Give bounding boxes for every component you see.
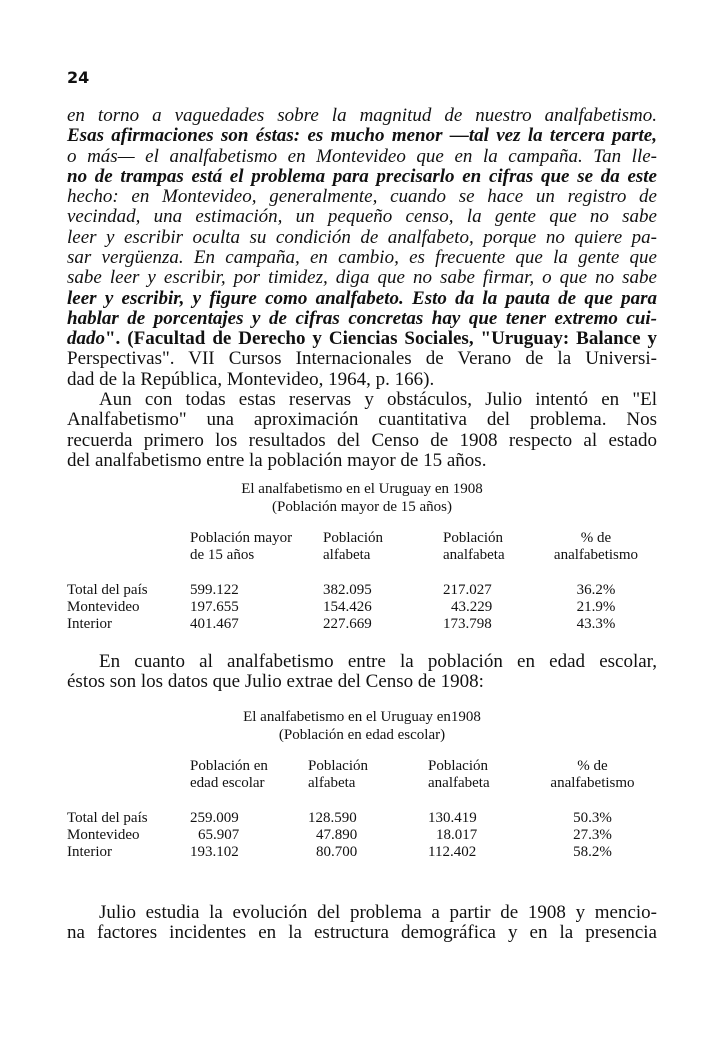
column-header: Población analfabeta <box>443 530 505 563</box>
column-header: Población analfabeta <box>428 758 490 791</box>
table-title-line: El analfabetismo en el Uruguay en1908 <box>243 709 481 725</box>
cell: 259.009 <box>190 810 239 826</box>
cell: 112.402 <box>428 844 477 860</box>
quote-line: vecindad, una estimación, un pequeño censo, la gente que no sabe <box>67 206 657 228</box>
table-row <box>67 616 657 633</box>
row-label: Montevideo <box>67 827 140 843</box>
paragraph-3 <box>67 652 657 693</box>
cell: 50.3% <box>573 810 612 826</box>
table-row <box>67 827 657 844</box>
text-line: En cuanto al analfabetismo entre la población en edad escolar, <box>99 651 657 672</box>
quote-line: o más— el analfabetismo en Montevideo que en la campaña. Tan lle- <box>67 145 657 167</box>
table-adult-illiteracy <box>67 480 657 633</box>
quote-line: leer y escribir oculta su condición de analfabeto, porque no quiere pa- <box>67 226 657 248</box>
cell: 36.2% <box>576 582 616 598</box>
text-line: del analfabetismo entre la población mayor de 15 años. <box>67 449 487 471</box>
cell: 382.095 <box>323 582 372 598</box>
citation-line: ". (Facultad de Derecho y Ciencias Sociales, "Uruguay: Balance y <box>105 328 657 349</box>
cell: 197.655 <box>190 599 239 615</box>
cell: 80.700 <box>316 844 358 860</box>
quote-paragraph <box>67 106 657 329</box>
data-table <box>67 758 657 861</box>
table-school-age-illiteracy <box>67 708 657 861</box>
table-header-row <box>67 758 657 810</box>
data-table <box>67 530 657 633</box>
column-header: Población en edad escolar <box>190 758 268 791</box>
cell: 173.798 <box>443 616 492 632</box>
cell: 43.229 <box>451 599 493 615</box>
row-label: Interior <box>67 844 112 860</box>
cell: 217.027 <box>443 582 492 598</box>
text-line: Analfabetismo" una aproximación cuantitativa del problema. Nos <box>67 409 657 431</box>
row-label: Interior <box>67 616 112 632</box>
cell: 65.907 <box>198 827 240 843</box>
citation-line: Perspectivas". VII Cursos Internacionales de Verano de la Universi- <box>67 348 657 370</box>
text-line: Julio estudia la evolución del problema a partir de 1908 y mencio- <box>99 902 657 923</box>
cell: 599.122 <box>190 582 239 598</box>
cell: 401.467 <box>190 616 239 632</box>
quote-line: hablar de porcentajes y de cifras concretas hay que tener extremo cui- <box>67 307 657 329</box>
table-header-row <box>67 530 657 582</box>
cell: 130.419 <box>428 810 477 826</box>
column-header: % de analfabetismo <box>553 530 639 563</box>
table-row <box>67 810 657 827</box>
row-label: Total del país <box>67 582 148 598</box>
table-subtitle: (Población en edad escolar) <box>278 727 446 743</box>
column-header: Población mayor de 15 años <box>190 530 293 563</box>
cell: 18.017 <box>436 827 478 843</box>
table-row <box>67 844 657 861</box>
quote-line: leer y escribir, y figure como analfabeto. Esto da la pauta de que para <box>67 287 657 309</box>
column-header: Población alfabeta <box>323 530 383 563</box>
row-label: Total del país <box>67 810 148 826</box>
quote-line: Esas afirmaciones son éstas: es mucho menor —tal vez la tercera parte, <box>67 125 657 147</box>
cell: 58.2% <box>573 844 612 860</box>
citation-line: dad de la República, Montevideo, 1964, p. 166). <box>67 368 435 390</box>
citation <box>67 329 657 390</box>
text-line: Aun con todas estas reservas y obstáculos, Julio intentó en "El <box>99 389 657 410</box>
cell: 27.3% <box>573 827 612 843</box>
text-line: recuerda primero los resultados del Censo de 1908 respecto al estado <box>67 429 657 451</box>
quote-end-word: dado <box>67 328 105 349</box>
cell: 128.590 <box>308 810 357 826</box>
paragraph-4 <box>67 903 657 944</box>
quote-line: sar vergüenza. En campaña, en cambio, es frecuente que la gente que <box>67 247 657 269</box>
quote-line: en torno a vaguedades sobre la magnitud de nuestro analfabetismo. <box>67 105 657 126</box>
table-title <box>67 480 657 516</box>
table-title <box>67 708 657 744</box>
cell: 43.3% <box>576 616 616 632</box>
paragraph-2 <box>67 390 657 471</box>
cell: 193.102 <box>190 844 239 860</box>
cell: 47.890 <box>316 827 358 843</box>
quote-line: sabe leer y escribir, por timidez, diga que no sabe firmar, o que no sabe <box>67 267 657 289</box>
cell: 21.9% <box>576 599 616 615</box>
text-line: na factores incidentes en la estructura demográfica y en la presencia <box>67 922 657 944</box>
column-header: % de analfabetismo <box>550 758 635 791</box>
text-line: éstos son los datos que Julio extrae del Censo de 1908: <box>67 671 484 693</box>
table-subtitle: (Población mayor de 15 años) <box>272 499 452 515</box>
page-number: 24 <box>67 68 90 87</box>
table-title-line: El analfabetismo en el Uruguay en 1908 <box>241 481 483 497</box>
row-label: Montevideo <box>67 599 140 615</box>
cell: 227.669 <box>323 616 372 632</box>
quote-line: no de trampas está el problema para precisarlo en cifras que se da este <box>67 165 657 187</box>
table-row <box>67 599 657 616</box>
quote-line: hecho: en Montevideo, generalmente, cuando se hace un registro de <box>67 186 657 208</box>
column-header: Población alfabeta <box>308 758 368 791</box>
cell: 154.426 <box>323 599 372 615</box>
table-row <box>67 582 657 599</box>
